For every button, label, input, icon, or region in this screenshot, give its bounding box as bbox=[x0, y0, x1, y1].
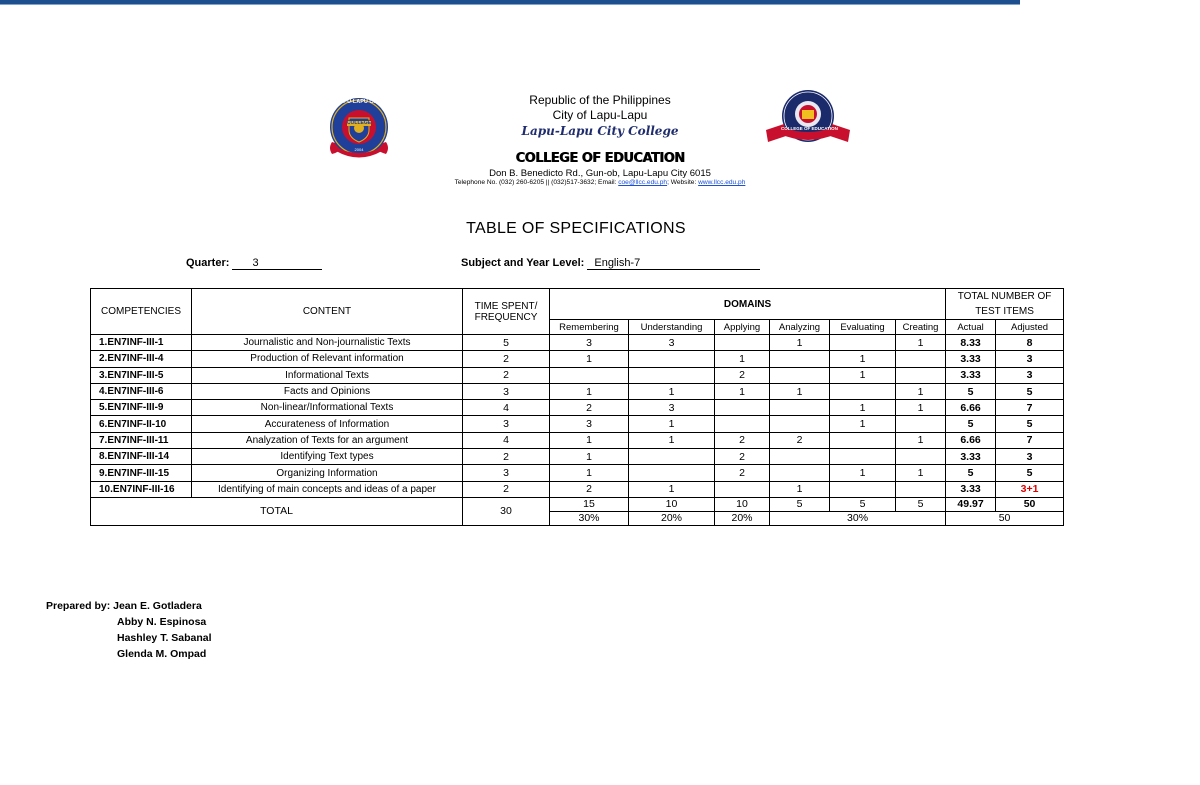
time-cell: 2 bbox=[463, 449, 550, 465]
adjusted-header: Adjusted bbox=[996, 320, 1064, 335]
time-cell: 2 bbox=[463, 351, 550, 367]
contact-line bbox=[0, 179, 1200, 186]
preparer-name: Glenda M. Ompad bbox=[117, 648, 207, 660]
evaluating-cell: 1 bbox=[830, 400, 896, 416]
creating-cell bbox=[896, 449, 946, 465]
creating-cell: 1 bbox=[896, 335, 946, 351]
analyzing-cell bbox=[770, 400, 830, 416]
address-line: Don B. Benedicto Rd., Gun-ob, Lapu-Lapu City 6015 bbox=[489, 168, 711, 179]
creating-cell: 1 bbox=[896, 432, 946, 448]
evaluating-cell bbox=[830, 449, 896, 465]
remembering-cell: 3 bbox=[550, 416, 629, 432]
document-title: TABLE OF SPECIFICATIONS bbox=[466, 220, 686, 237]
understanding-cell: 3 bbox=[629, 400, 715, 416]
evaluating-header: Evaluating bbox=[830, 320, 896, 335]
content-cell: Accurateness of Information bbox=[192, 416, 463, 432]
logo-banner-text: COLLEGE OF EDUCATION bbox=[781, 126, 838, 131]
preparer-name: Hashley T. Sabanal bbox=[117, 632, 212, 644]
domains-header: DOMAINS bbox=[550, 289, 946, 320]
analyzing-cell bbox=[770, 449, 830, 465]
prepared-by: Prepared by: Jean E. Gotladera bbox=[46, 600, 202, 612]
understanding-cell bbox=[629, 465, 715, 481]
understanding-cell bbox=[629, 449, 715, 465]
analyzing-cell: 2 bbox=[770, 432, 830, 448]
content-header: CONTENT bbox=[192, 289, 463, 335]
pct-applying: 20% bbox=[715, 511, 770, 525]
remembering-cell bbox=[550, 367, 629, 383]
competency-cell: 3.EN7INF-III-5 bbox=[91, 367, 192, 383]
understanding-cell: 1 bbox=[629, 383, 715, 399]
time-cell: 3 bbox=[463, 383, 550, 399]
time-cell: 4 bbox=[463, 432, 550, 448]
email-link[interactable]: coe@llcc.edu.ph bbox=[618, 179, 668, 186]
actual-cell: 5 bbox=[946, 465, 996, 481]
creating-cell bbox=[896, 351, 946, 367]
applying-cell bbox=[715, 481, 770, 497]
total-evaluating: 5 bbox=[830, 497, 896, 511]
adjusted-cell: 3 bbox=[996, 351, 1064, 367]
total-actual: 49.97 bbox=[946, 497, 996, 511]
competency-cell: 10.EN7INF-III-16 bbox=[91, 481, 192, 497]
pct-remembering: 30% bbox=[550, 511, 629, 525]
table-row bbox=[91, 367, 1064, 383]
analyzing-cell bbox=[770, 416, 830, 432]
total-understanding: 10 bbox=[629, 497, 715, 511]
competencies-header: COMPETENCIES bbox=[91, 289, 192, 335]
applying-cell: 2 bbox=[715, 465, 770, 481]
adjusted-cell: 7 bbox=[996, 400, 1064, 416]
total-label: TOTAL bbox=[91, 497, 463, 525]
applying-cell bbox=[715, 335, 770, 351]
creating-cell: 1 bbox=[896, 465, 946, 481]
seal-year-text: 2004 bbox=[354, 147, 364, 152]
evaluating-cell: 1 bbox=[830, 367, 896, 383]
adjusted-cell: 3+1 bbox=[996, 481, 1064, 497]
analyzing-cell bbox=[770, 351, 830, 367]
time-cell: 2 bbox=[463, 367, 550, 383]
department-name: COLLEGE OF EDUCATION bbox=[515, 151, 685, 166]
remembering-cell: 3 bbox=[550, 335, 629, 351]
analyzing-cell: 1 bbox=[770, 335, 830, 351]
time-cell: 3 bbox=[463, 416, 550, 432]
table-row bbox=[91, 400, 1064, 416]
pct-higher-order: 30% bbox=[770, 511, 946, 525]
adjusted-cell: 3 bbox=[996, 367, 1064, 383]
quarter-field bbox=[186, 257, 322, 270]
seal-top-text: LAPU-LAPU CITY bbox=[336, 99, 382, 105]
table-row bbox=[91, 432, 1064, 448]
quarter-label: Quarter: bbox=[186, 257, 230, 269]
table-row bbox=[91, 416, 1064, 432]
applying-header: Applying bbox=[715, 320, 770, 335]
time-spent-header bbox=[463, 289, 550, 335]
creating-header: Creating bbox=[896, 320, 946, 335]
applying-cell: 2 bbox=[715, 432, 770, 448]
actual-cell: 3.33 bbox=[946, 351, 996, 367]
applying-cell: 2 bbox=[715, 449, 770, 465]
table-row bbox=[91, 383, 1064, 399]
content-cell: Identifying Text types bbox=[192, 449, 463, 465]
understanding-cell: 3 bbox=[629, 335, 715, 351]
creating-cell bbox=[896, 481, 946, 497]
understanding-cell: 1 bbox=[629, 481, 715, 497]
seal-mid-text: COLLEGE bbox=[346, 120, 372, 126]
analyzing-cell bbox=[770, 367, 830, 383]
contact-prefix: Telephone No. (032) 260-6205 || (032)517-3632; Email: bbox=[454, 179, 619, 186]
actual-cell: 5 bbox=[946, 383, 996, 399]
content-cell: Informational Texts bbox=[192, 367, 463, 383]
total-items-header bbox=[946, 289, 1064, 320]
content-cell: Organizing Information bbox=[192, 465, 463, 481]
content-cell: Journalistic and Non-journalistic Texts bbox=[192, 335, 463, 351]
analyzing-cell: 1 bbox=[770, 481, 830, 497]
table-row bbox=[91, 449, 1064, 465]
website-link[interactable]: www.llcc.edu.ph bbox=[698, 179, 746, 186]
applying-cell bbox=[715, 416, 770, 432]
actual-cell: 5 bbox=[946, 416, 996, 432]
time-cell: 5 bbox=[463, 335, 550, 351]
understanding-header: Understanding bbox=[629, 320, 715, 335]
understanding-cell: 1 bbox=[629, 432, 715, 448]
actual-cell: 3.33 bbox=[946, 481, 996, 497]
analyzing-cell bbox=[770, 465, 830, 481]
adjusted-cell: 5 bbox=[996, 465, 1064, 481]
remembering-cell: 1 bbox=[550, 351, 629, 367]
competency-cell: 7.EN7INF-III-11 bbox=[91, 432, 192, 448]
adjusted-cell: 5 bbox=[996, 416, 1064, 432]
total-adjusted: 50 bbox=[996, 497, 1064, 511]
competency-cell: 5.EN7INF-III-9 bbox=[91, 400, 192, 416]
remembering-header: Remembering bbox=[550, 320, 629, 335]
actual-cell: 6.66 bbox=[946, 400, 996, 416]
content-cell: Facts and Opinions bbox=[192, 383, 463, 399]
total-creating: 5 bbox=[896, 497, 946, 511]
actual-cell: 3.33 bbox=[946, 367, 996, 383]
evaluating-cell: 1 bbox=[830, 465, 896, 481]
remembering-cell: 1 bbox=[550, 449, 629, 465]
time-cell: 3 bbox=[463, 465, 550, 481]
total-analyzing: 5 bbox=[770, 497, 830, 511]
creating-cell: 1 bbox=[896, 400, 946, 416]
creating-cell bbox=[896, 416, 946, 432]
adjusted-cell: 3 bbox=[996, 449, 1064, 465]
preparer-name: Abby N. Espinosa bbox=[117, 616, 207, 628]
analyzing-header: Analyzing bbox=[770, 320, 830, 335]
adjusted-cell: 8 bbox=[996, 335, 1064, 351]
actual-cell: 3.33 bbox=[946, 449, 996, 465]
remembering-cell: 1 bbox=[550, 465, 629, 481]
understanding-cell bbox=[629, 351, 715, 367]
applying-cell: 1 bbox=[715, 351, 770, 367]
city-line: City of Lapu-Lapu bbox=[552, 108, 648, 122]
actual-cell: 6.66 bbox=[946, 432, 996, 448]
total-applying: 10 bbox=[715, 497, 770, 511]
actual-header: Actual bbox=[946, 320, 996, 335]
grand-total: 50 bbox=[946, 511, 1064, 525]
total-time: 30 bbox=[463, 497, 550, 525]
applying-cell bbox=[715, 400, 770, 416]
evaluating-cell bbox=[830, 432, 896, 448]
pct-understanding: 20% bbox=[629, 511, 715, 525]
college-name: Lapu-Lapu City College bbox=[521, 124, 679, 138]
time-cell: 4 bbox=[463, 400, 550, 416]
remembering-cell: 2 bbox=[550, 400, 629, 416]
actual-cell: 8.33 bbox=[946, 335, 996, 351]
table-row bbox=[91, 465, 1064, 481]
applying-cell: 2 bbox=[715, 367, 770, 383]
total-items-line1: TOTAL NUMBER OF bbox=[957, 291, 1052, 302]
remembering-cell: 1 bbox=[550, 383, 629, 399]
table-row bbox=[91, 335, 1064, 351]
creating-cell bbox=[896, 367, 946, 383]
evaluating-cell bbox=[830, 481, 896, 497]
competency-cell: 4.EN7INF-III-6 bbox=[91, 383, 192, 399]
content-cell: Non-linear/Informational Texts bbox=[192, 400, 463, 416]
adjusted-cell: 7 bbox=[996, 432, 1064, 448]
table-row bbox=[91, 351, 1064, 367]
total-remembering: 15 bbox=[550, 497, 629, 511]
competency-cell: 9.EN7INF-III-15 bbox=[91, 465, 192, 481]
competency-cell: 2.EN7INF-III-4 bbox=[91, 351, 192, 367]
website-prefix: ; Website: bbox=[667, 179, 699, 186]
understanding-cell bbox=[629, 367, 715, 383]
content-cell: Production of Relevant information bbox=[192, 351, 463, 367]
table-totals bbox=[91, 497, 1064, 525]
evaluating-cell bbox=[830, 335, 896, 351]
evaluating-cell bbox=[830, 383, 896, 399]
subject-field bbox=[461, 257, 760, 270]
competency-cell: 6.EN7INF-II-10 bbox=[91, 416, 192, 432]
adjusted-cell: 5 bbox=[996, 383, 1064, 399]
understanding-cell: 1 bbox=[629, 416, 715, 432]
evaluating-cell: 1 bbox=[830, 416, 896, 432]
content-cell: Identifying of main concepts and ideas of a paper bbox=[192, 481, 463, 497]
table-row bbox=[91, 481, 1064, 497]
specifications-table bbox=[90, 288, 1064, 526]
content-cell: Analyzation of Texts for an argument bbox=[192, 432, 463, 448]
time-cell: 2 bbox=[463, 481, 550, 497]
republic-line: Republic of the Philippines bbox=[529, 93, 671, 107]
total-items-line2: TEST ITEMS bbox=[975, 306, 1034, 317]
remembering-cell: 1 bbox=[550, 432, 629, 448]
subject-label: Subject and Year Level: bbox=[461, 257, 585, 269]
time-spent-line2: FREQUENCY bbox=[474, 311, 538, 323]
header-divider bbox=[0, 0, 1020, 5]
competency-cell: 1.EN7INF-III-1 bbox=[91, 335, 192, 351]
creating-cell: 1 bbox=[896, 383, 946, 399]
analyzing-cell: 1 bbox=[770, 383, 830, 399]
table-body bbox=[91, 335, 1064, 498]
competency-cell: 8.EN7INF-III-14 bbox=[91, 449, 192, 465]
time-spent-line1: TIME SPENT/ bbox=[474, 300, 538, 312]
remembering-cell: 2 bbox=[550, 481, 629, 497]
evaluating-cell: 1 bbox=[830, 351, 896, 367]
applying-cell: 1 bbox=[715, 383, 770, 399]
quarter-value: 3 bbox=[232, 257, 322, 270]
subject-value: English-7 bbox=[587, 257, 760, 270]
